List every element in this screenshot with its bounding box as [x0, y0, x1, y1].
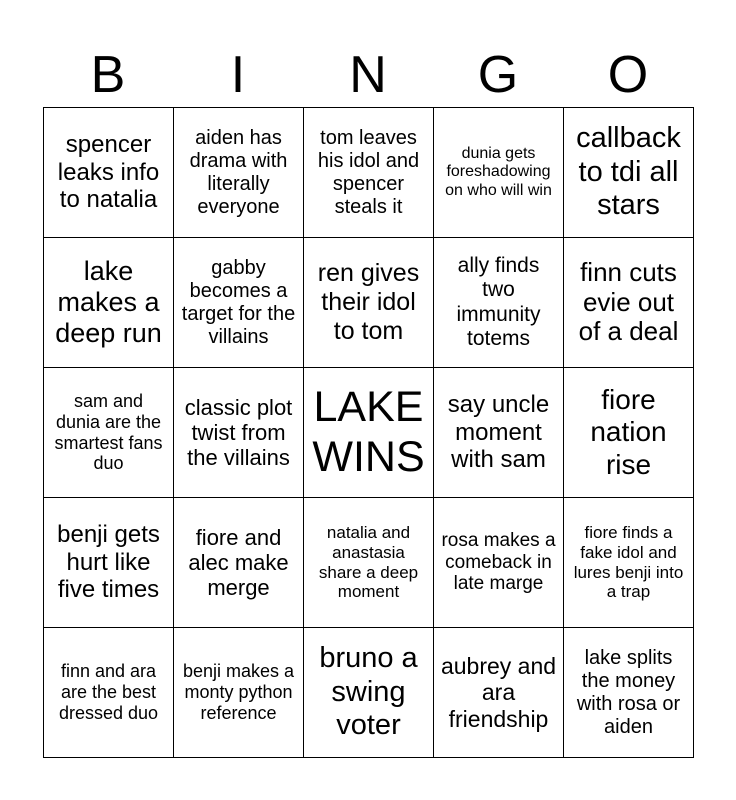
bingo-cell: fiore and alec make merge [174, 498, 304, 628]
bingo-cell: fiore nation rise [564, 368, 694, 498]
bingo-board [43, 107, 694, 758]
bingo-cell: finn cuts evie out of a deal [564, 238, 694, 368]
header-letter-b: B [90, 46, 126, 104]
bingo-cell: bruno a swing voter [304, 628, 434, 758]
bingo-cell: aubrey and ara friendship [434, 628, 564, 758]
board-row [44, 238, 694, 368]
header-letter-o: O [607, 46, 649, 104]
bingo-cell: dunia gets foreshadowing on who will win [434, 108, 564, 238]
board-row [44, 498, 694, 628]
bingo-cell: callback to tdi all stars [564, 108, 694, 238]
board-row [44, 628, 694, 758]
header-letter-n: N [349, 46, 387, 104]
board-row [44, 368, 694, 498]
bingo-header [43, 44, 693, 106]
bingo-cell: spencer leaks info to natalia [44, 108, 174, 238]
bingo-cell: lake makes a deep run [44, 238, 174, 368]
board-row [44, 108, 694, 238]
bingo-cell: ren gives their idol to tom [304, 238, 434, 368]
bingo-cell: gabby becomes a target for the villains [174, 238, 304, 368]
bingo-cell: lake splits the money with rosa or aiden [564, 628, 694, 758]
bingo-cell: aiden has drama with literally everyone [174, 108, 304, 238]
bingo-cell: ally finds two immunity totems [434, 238, 564, 368]
bingo-cell: say uncle moment with sam [434, 368, 564, 498]
header-letter-g: G [477, 46, 519, 104]
bingo-cell: tom leaves his idol and spencer steals it [304, 108, 434, 238]
bingo-cell: benji makes a monty python reference [174, 628, 304, 758]
bingo-free-cell: LAKE WINS [304, 368, 434, 498]
bingo-cell: sam and dunia are the smartest fans duo [44, 368, 174, 498]
bingo-cell: benji gets hurt like five times [44, 498, 174, 628]
bingo-cell: finn and ara are the best dressed duo [44, 628, 174, 758]
bingo-cell: fiore finds a fake idol and lures benji into a trap [564, 498, 694, 628]
bingo-cell: classic plot twist from the villains [174, 368, 304, 498]
bingo-cell: rosa makes a comeback in late marge [434, 498, 564, 628]
bingo-cell: natalia and anastasia share a deep moment [304, 498, 434, 628]
header-letter-i: I [230, 46, 246, 104]
